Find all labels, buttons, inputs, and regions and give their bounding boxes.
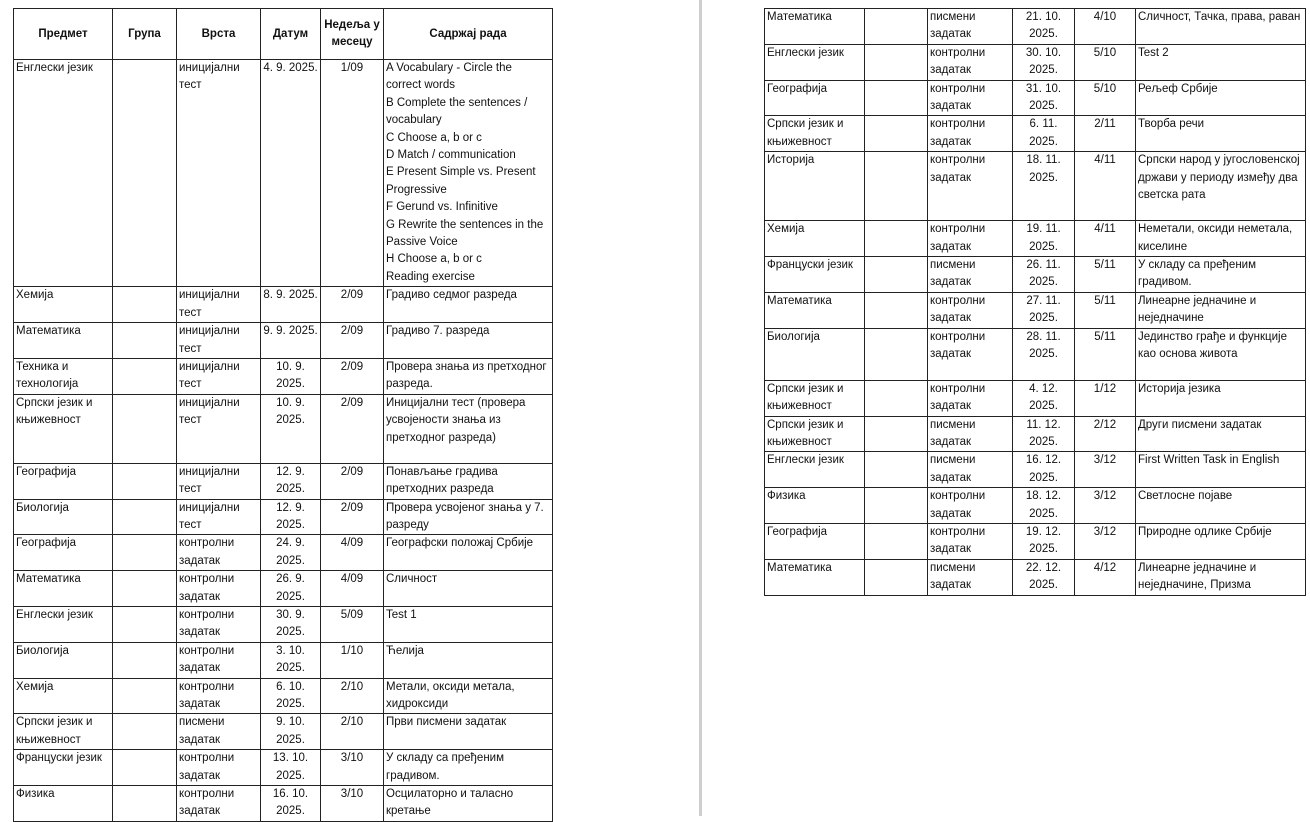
table-row — [765, 152, 1306, 221]
cell-subject: Техника и технологија — [14, 358, 113, 394]
cell-subject: Енглески језик — [765, 452, 865, 488]
table-row — [765, 221, 1306, 257]
cell-group — [113, 323, 177, 359]
cell-week: 2/12 — [1075, 416, 1136, 452]
cell-date: 9. 10. 2025. — [261, 714, 321, 750]
cell-subject: Географија — [765, 80, 865, 116]
cell-subject: Француски језик — [765, 257, 865, 293]
cell-content: Неметали, оксиди неметала, киселине — [1136, 221, 1306, 257]
table-row — [14, 750, 553, 786]
cell-date: 13. 10. 2025. — [261, 750, 321, 786]
table-row — [765, 416, 1306, 452]
cell-group — [113, 287, 177, 323]
table-row — [14, 714, 553, 750]
cell-date: 8. 9. 2025. — [261, 287, 321, 323]
table-row — [14, 535, 553, 571]
cell-group — [865, 152, 928, 221]
table-row — [14, 642, 553, 678]
cell-date: 9. 9. 2025. — [261, 323, 321, 359]
cell-content: Светлосне појаве — [1136, 488, 1306, 524]
cell-subject: Физика — [14, 786, 113, 822]
cell-subject: Енглески језик — [765, 44, 865, 80]
table-row — [765, 44, 1306, 80]
cell-week: 5/11 — [1075, 292, 1136, 328]
cell-type: контролни задатак — [928, 44, 1013, 80]
cell-date: 10. 9. 2025. — [261, 394, 321, 463]
table-row — [765, 523, 1306, 559]
table-row — [765, 9, 1306, 45]
table-row — [14, 571, 553, 607]
table-row — [765, 80, 1306, 116]
cell-subject: Физика — [765, 488, 865, 524]
cell-group — [113, 750, 177, 786]
cell-week: 3/12 — [1075, 488, 1136, 524]
cell-week: 2/09 — [321, 463, 384, 499]
cell-content: Линеарне једначине и неједначине, Призма — [1136, 559, 1306, 595]
cell-date: 19. 11. 2025. — [1013, 221, 1075, 257]
cell-type: писмени задатак — [928, 416, 1013, 452]
cell-week: 5/10 — [1075, 80, 1136, 116]
cell-date: 18. 11. 2025. — [1013, 152, 1075, 221]
table-row — [14, 287, 553, 323]
cell-content: Понављање градива претходних разреда — [384, 463, 553, 499]
cell-group — [865, 116, 928, 152]
cell-subject: Српски језик и књижевност — [765, 116, 865, 152]
table-row — [765, 559, 1306, 595]
cell-date: 4. 12. 2025. — [1013, 380, 1075, 416]
cell-group — [865, 488, 928, 524]
cell-subject: Математика — [14, 571, 113, 607]
cell-group — [865, 380, 928, 416]
cell-content: Историја језика — [1136, 380, 1306, 416]
cell-week: 4/12 — [1075, 559, 1136, 595]
cell-content: Test 1 — [384, 606, 553, 642]
cell-group — [865, 523, 928, 559]
cell-week: 2/09 — [321, 499, 384, 535]
cell-content: Географски положај Србије — [384, 535, 553, 571]
cell-subject: Енглески језик — [14, 606, 113, 642]
cell-type: контролни задатак — [928, 523, 1013, 559]
cell-subject: Српски језик и књижевност — [14, 394, 113, 463]
cell-date: 10. 9. 2025. — [261, 358, 321, 394]
cell-type: писмени задатак — [928, 452, 1013, 488]
cell-subject: Историја — [765, 152, 865, 221]
cell-week: 3/10 — [321, 750, 384, 786]
table-row — [765, 292, 1306, 328]
cell-type: иницијални тест — [177, 499, 261, 535]
cell-group — [865, 559, 928, 595]
cell-date: 22. 12. 2025. — [1013, 559, 1075, 595]
table-row — [14, 499, 553, 535]
table-row — [765, 257, 1306, 293]
cell-date: 26. 11. 2025. — [1013, 257, 1075, 293]
header-subject: Предмет — [14, 9, 113, 60]
cell-group — [865, 44, 928, 80]
cell-subject: Географија — [765, 523, 865, 559]
cell-content: Линеарне једначине и неједначине — [1136, 292, 1306, 328]
cell-group — [113, 463, 177, 499]
cell-date: 12. 9. 2025. — [261, 463, 321, 499]
header-week: Недеља у месецу — [321, 9, 384, 60]
cell-content: Природне одлике Србије — [1136, 523, 1306, 559]
cell-week: 1/12 — [1075, 380, 1136, 416]
cell-date: 4. 9. 2025. — [261, 60, 321, 287]
cell-group — [865, 452, 928, 488]
cell-date: 16. 10. 2025. — [261, 786, 321, 822]
cell-group — [865, 221, 928, 257]
cell-week: 2/11 — [1075, 116, 1136, 152]
header-type: Врста — [177, 9, 261, 60]
cell-date: 3. 10. 2025. — [261, 642, 321, 678]
cell-content: Творба речи — [1136, 116, 1306, 152]
cell-type: иницијални тест — [177, 463, 261, 499]
cell-week: 4/09 — [321, 571, 384, 607]
cell-group — [865, 416, 928, 452]
table-row — [14, 678, 553, 714]
cell-date: 19. 12. 2025. — [1013, 523, 1075, 559]
cell-week: 3/10 — [321, 786, 384, 822]
schedule-table-right — [764, 8, 1306, 596]
cell-date: 18. 12. 2025. — [1013, 488, 1075, 524]
cell-subject: Географија — [14, 463, 113, 499]
cell-content: Рељеф Србије — [1136, 80, 1306, 116]
cell-subject: Математика — [14, 323, 113, 359]
cell-subject: Српски језик и књижевност — [14, 714, 113, 750]
cell-week: 4/11 — [1075, 152, 1136, 221]
cell-content: Провера знања из претходног разреда. — [384, 358, 553, 394]
table-row — [14, 394, 553, 463]
cell-group — [113, 535, 177, 571]
cell-week: 2/09 — [321, 394, 384, 463]
cell-week: 5/11 — [1075, 257, 1136, 293]
cell-type: контролни задатак — [928, 328, 1013, 380]
cell-week: 2/09 — [321, 287, 384, 323]
cell-content: Први писмени задатак — [384, 714, 553, 750]
cell-type: иницијални тест — [177, 394, 261, 463]
cell-type: иницијални тест — [177, 287, 261, 323]
table-row — [765, 452, 1306, 488]
table-row — [14, 60, 553, 287]
cell-group — [113, 499, 177, 535]
cell-week: 4/09 — [321, 535, 384, 571]
cell-subject: Српски језик и књижевност — [765, 380, 865, 416]
cell-content: Градиво 7. разреда — [384, 323, 553, 359]
cell-type: контролни задатак — [177, 678, 261, 714]
table-row — [14, 358, 553, 394]
cell-subject: Хемија — [14, 678, 113, 714]
cell-date: 26. 9. 2025. — [261, 571, 321, 607]
cell-content: Осцилаторно и таласно кретање — [384, 786, 553, 822]
cell-date: 16. 12. 2025. — [1013, 452, 1075, 488]
cell-week: 4/10 — [1075, 9, 1136, 45]
cell-type: контролни задатак — [177, 642, 261, 678]
cell-group — [865, 257, 928, 293]
cell-type: контролни задатак — [177, 571, 261, 607]
cell-group — [113, 571, 177, 607]
cell-subject: Математика — [765, 559, 865, 595]
table-body-left — [14, 60, 553, 822]
cell-content: A Vocabulary - Circle the correct words B Complete the sentences / vocabulary C Choose a, b or c D Match / communication E Present Simple vs. Present Progressive F Gerund vs. Infinitive G Rewrite the sentences in the Passive Voice H Choose a, b or c Reading exercise — [384, 60, 553, 287]
cell-group — [113, 714, 177, 750]
cell-week: 2/10 — [321, 714, 384, 750]
cell-subject: Географија — [14, 535, 113, 571]
cell-type: писмени задатак — [928, 9, 1013, 45]
cell-subject: Математика — [765, 9, 865, 45]
cell-type: писмени задатак — [928, 257, 1013, 293]
table-row — [14, 463, 553, 499]
cell-date: 31. 10. 2025. — [1013, 80, 1075, 116]
cell-week: 2/09 — [321, 358, 384, 394]
header-group: Група — [113, 9, 177, 60]
cell-date: 6. 11. 2025. — [1013, 116, 1075, 152]
document-page-right — [702, 0, 1310, 816]
cell-group — [865, 292, 928, 328]
cell-group — [113, 642, 177, 678]
cell-date: 30. 10. 2025. — [1013, 44, 1075, 80]
cell-group — [865, 9, 928, 45]
cell-subject: Француски језик — [14, 750, 113, 786]
cell-content: First Written Task in English — [1136, 452, 1306, 488]
cell-type: контролни задатак — [928, 116, 1013, 152]
cell-week: 5/10 — [1075, 44, 1136, 80]
cell-content: Сличност, Тачка, права, раван — [1136, 9, 1306, 45]
cell-date: 30. 9. 2025. — [261, 606, 321, 642]
cell-date: 11. 12. 2025. — [1013, 416, 1075, 452]
table-row — [765, 488, 1306, 524]
cell-content: Српски народ у југословенској држави у периоду између два светска рата — [1136, 152, 1306, 221]
cell-subject: Биологија — [765, 328, 865, 380]
cell-subject: Математика — [765, 292, 865, 328]
cell-content: Ћелија — [384, 642, 553, 678]
cell-type: иницијални тест — [177, 323, 261, 359]
cell-content: Иницијални тест (провера усвојености знања из претходног разреда) — [384, 394, 553, 463]
cell-subject: Биологија — [14, 642, 113, 678]
header-date: Датум — [261, 9, 321, 60]
cell-week: 2/10 — [321, 678, 384, 714]
cell-week: 3/12 — [1075, 523, 1136, 559]
cell-type: иницијални тест — [177, 358, 261, 394]
cell-subject: Хемија — [14, 287, 113, 323]
cell-week: 4/11 — [1075, 221, 1136, 257]
table-row — [765, 380, 1306, 416]
cell-content: Сличност — [384, 571, 553, 607]
cell-week: 1/09 — [321, 60, 384, 287]
cell-date: 6. 10. 2025. — [261, 678, 321, 714]
cell-type: контролни задатак — [928, 380, 1013, 416]
cell-date: 28. 11. 2025. — [1013, 328, 1075, 380]
cell-type: контролни задатак — [177, 535, 261, 571]
cell-week: 5/11 — [1075, 328, 1136, 380]
schedule-table-left — [13, 8, 553, 822]
cell-date: 24. 9. 2025. — [261, 535, 321, 571]
cell-group — [865, 328, 928, 380]
header-content: Садржај рада — [384, 9, 553, 60]
cell-type: писмени задатак — [177, 714, 261, 750]
cell-week: 5/09 — [321, 606, 384, 642]
cell-week: 3/12 — [1075, 452, 1136, 488]
table-header-row — [14, 9, 553, 60]
cell-type: контролни задатак — [177, 750, 261, 786]
cell-type: иницијални тест — [177, 60, 261, 287]
cell-type: контролни задатак — [928, 292, 1013, 328]
table-row — [765, 328, 1306, 380]
table-row — [14, 606, 553, 642]
cell-content: Test 2 — [1136, 44, 1306, 80]
cell-week: 2/09 — [321, 323, 384, 359]
cell-type: контролни задатак — [928, 221, 1013, 257]
cell-subject: Хемија — [765, 221, 865, 257]
cell-subject: Енглески језик — [14, 60, 113, 287]
cell-content: У складу са пређеним градивом. — [384, 750, 553, 786]
cell-type: контролни задатак — [928, 152, 1013, 221]
cell-type: контролни задатак — [928, 80, 1013, 116]
cell-type: писмени задатак — [928, 559, 1013, 595]
cell-group — [865, 80, 928, 116]
cell-date: 12. 9. 2025. — [261, 499, 321, 535]
cell-week: 1/10 — [321, 642, 384, 678]
cell-group — [113, 394, 177, 463]
cell-subject: Српски језик и књижевност — [765, 416, 865, 452]
cell-content: У складу са пређеним градивом. — [1136, 257, 1306, 293]
cell-content: Метали, оксиди метала, хидроксиди — [384, 678, 553, 714]
cell-type: контролни задатак — [928, 488, 1013, 524]
cell-group — [113, 678, 177, 714]
cell-content: Јединство грађе и функције као основа живота — [1136, 328, 1306, 380]
cell-type: контролни задатак — [177, 786, 261, 822]
cell-type: контролни задатак — [177, 606, 261, 642]
cell-group — [113, 606, 177, 642]
cell-content: Други писмени задатак — [1136, 416, 1306, 452]
table-row — [765, 116, 1306, 152]
cell-date: 27. 11. 2025. — [1013, 292, 1075, 328]
cell-content: Провера усвојеног знања у 7. разреду — [384, 499, 553, 535]
cell-group — [113, 60, 177, 287]
cell-subject: Биологија — [14, 499, 113, 535]
cell-group — [113, 358, 177, 394]
table-body-right — [765, 9, 1306, 596]
cell-content: Градиво седмог разреда — [384, 287, 553, 323]
table-row — [14, 323, 553, 359]
cell-date: 21. 10. 2025. — [1013, 9, 1075, 45]
